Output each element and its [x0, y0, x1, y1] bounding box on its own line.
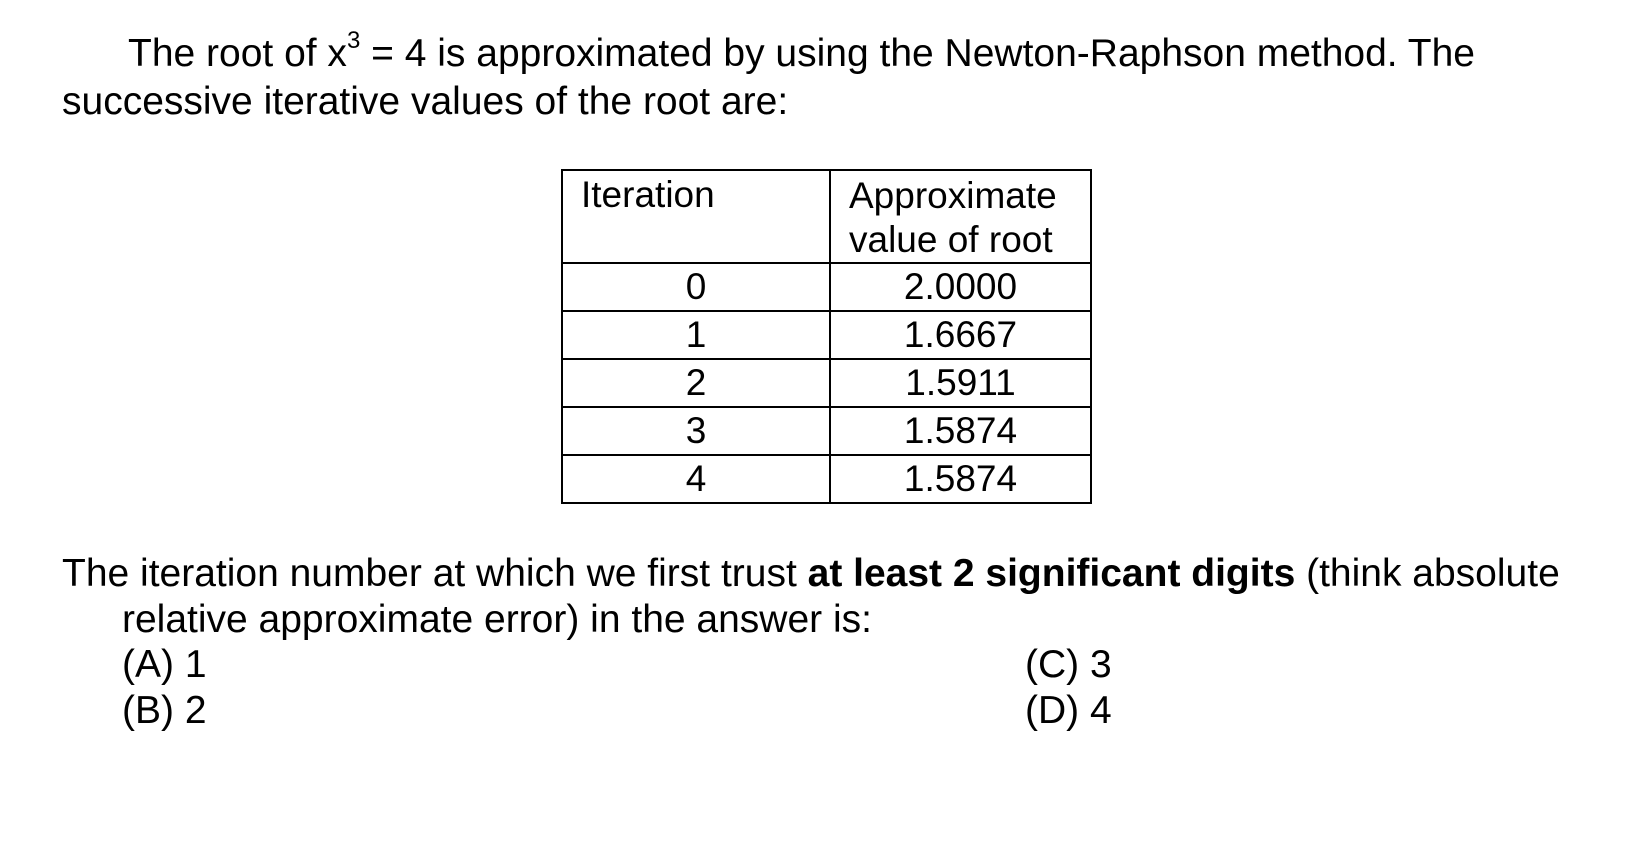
intro-line-1-suffix: = 4 is approximated by using the Newton-Raphson method. The [360, 32, 1475, 75]
table-row [562, 311, 1091, 359]
value-cell: 1.5911 [830, 359, 1091, 407]
table-row [562, 263, 1091, 311]
iteration-cell: 2 [562, 359, 830, 407]
header-iteration: Iteration [562, 170, 830, 263]
option-d[interactable]: (D) 4 [1025, 689, 1112, 732]
value-cell: 1.5874 [830, 407, 1091, 455]
iteration-table [561, 169, 1092, 504]
question-emphasis: at least 2 significant digits [807, 552, 1296, 595]
option-c[interactable]: (C) 3 [1025, 643, 1112, 686]
question-line-1 [62, 550, 1560, 598]
iteration-cell: 1 [562, 311, 830, 359]
exponent: 3 [346, 27, 361, 54]
iteration-cell: 0 [562, 263, 830, 311]
header-approximate-value [830, 170, 1091, 263]
table-row [562, 407, 1091, 455]
header-value-line-2: value of root [849, 219, 1053, 260]
table-header-row [562, 170, 1091, 263]
table-row [562, 359, 1091, 407]
value-cell: 1.6667 [830, 311, 1091, 359]
option-b[interactable]: (B) 2 [122, 689, 207, 732]
value-cell: 2.0000 [830, 263, 1091, 311]
intro-line-1 [128, 27, 1475, 78]
iteration-cell: 4 [562, 455, 830, 503]
table-row [562, 455, 1091, 503]
value-cell: 1.5874 [830, 455, 1091, 503]
intro-line-2: successive iterative values of the root are: [62, 80, 789, 123]
intro-line-1-prefix: The root of x [128, 32, 347, 75]
question-line-1-prefix: The iteration number at which we first trust [62, 552, 808, 595]
option-a[interactable]: (A) 1 [122, 643, 207, 686]
question-line-1-suffix: (think absolute [1295, 552, 1560, 595]
iteration-cell: 3 [562, 407, 830, 455]
question-line-2: relative approximate error) in the answer is: [122, 598, 872, 641]
header-value-line-1: Approximate [849, 175, 1057, 216]
